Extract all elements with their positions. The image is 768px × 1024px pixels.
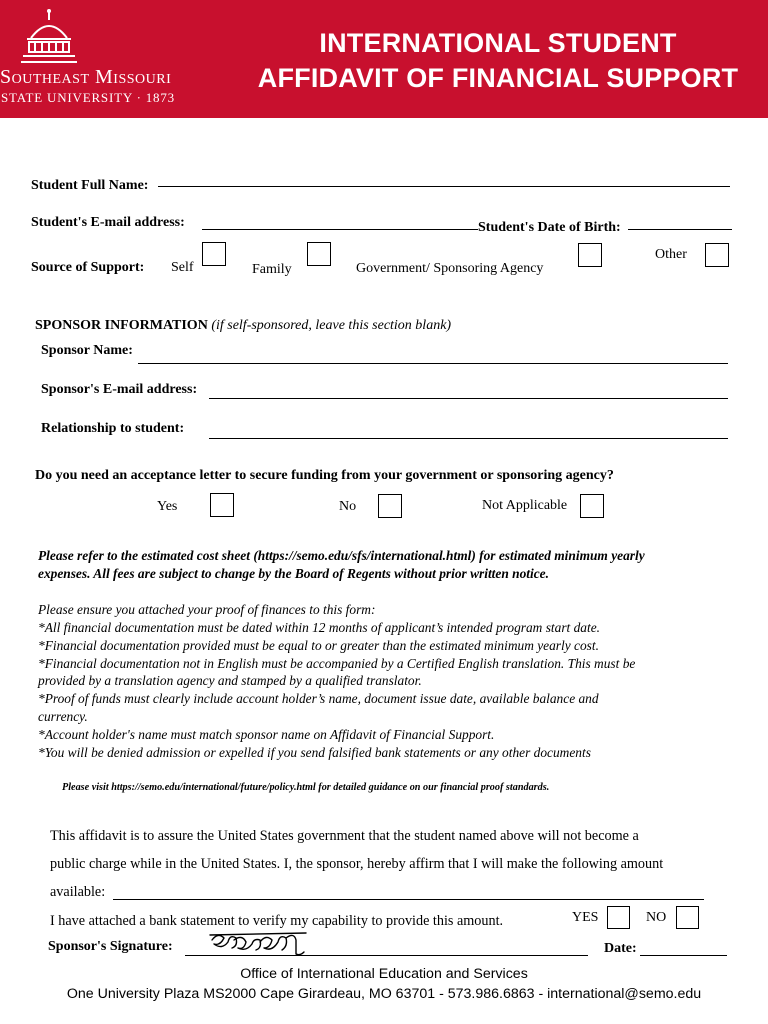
sponsor-section-heading <box>35 318 451 334</box>
bank-yes-label: YES <box>572 910 599 925</box>
instruction-line: *You will be denied admission or expelled if you send falsified bank statements or any other documents <box>38 745 591 760</box>
acceptance-na-checkbox[interactable] <box>580 494 604 518</box>
instruction-line: provided by a translation agency and stamped by a qualified translator. <box>38 673 422 688</box>
source-of-support-label: Source of Support: <box>31 260 145 275</box>
support-family-checkbox[interactable] <box>307 242 331 266</box>
acceptance-no-label: No <box>339 499 357 514</box>
instruction-line: *Account holder's name must match sponsor name on Affidavit of Financial Support. <box>38 727 495 742</box>
cost-sheet-notice-line2: expenses. All fees are subject to change by the Board of Regents without prior written notice. <box>38 566 549 581</box>
affidavit-line1: This affidavit is to assure the United States government that the student named above will not become a <box>50 828 639 844</box>
support-government-label: Government/ Sponsoring Agency <box>356 261 544 276</box>
acceptance-question: Do you need an acceptance letter to secure funding from your government or sponsoring agency? <box>35 468 614 483</box>
relationship-field[interactable] <box>209 438 728 439</box>
bank-no-checkbox[interactable] <box>676 906 699 929</box>
student-full-name-field[interactable] <box>158 186 730 187</box>
university-name: Southeast Missouri <box>0 66 172 88</box>
acceptance-yes-label: Yes <box>157 499 178 514</box>
sponsor-name-label: Sponsor Name: <box>41 343 133 358</box>
cost-sheet-notice-line1: Please refer to the estimated cost sheet (https://semo.edu/sfs/international.html) for estimated minimum yearly <box>38 548 645 563</box>
sponsor-signature-label: Sponsor's Signature: <box>48 939 173 954</box>
academic-hall-dome-icon <box>19 8 79 68</box>
support-self-label: Self <box>171 260 194 275</box>
instruction-line: currency. <box>38 709 88 724</box>
sponsor-email-field[interactable] <box>209 398 728 399</box>
support-government-checkbox[interactable] <box>578 243 602 267</box>
form-title-line2: AFFIDAVIT OF FINANCIAL SUPPORT <box>257 63 739 93</box>
instruction-line: Please ensure you attached your proof of finances to this form: <box>38 602 376 617</box>
student-full-name-label: Student Full Name: <box>31 178 149 193</box>
bank-yes-checkbox[interactable] <box>607 906 630 929</box>
acceptance-na-label: Not Applicable <box>482 498 568 513</box>
support-family-label: Family <box>252 262 292 277</box>
acceptance-yes-checkbox[interactable] <box>210 493 234 517</box>
date-label: Date: <box>604 941 637 956</box>
sponsor-heading-note: (if self-sponsored, leave this section blank) <box>211 318 452 333</box>
sponsor-email-label: Sponsor's E-mail address: <box>41 382 198 397</box>
student-dob-field[interactable] <box>628 229 732 230</box>
instruction-line: *All financial documentation must be dated within 12 months of applicant’s intended program start date. <box>38 620 601 635</box>
support-other-checkbox[interactable] <box>705 243 729 267</box>
university-subtitle: STATE UNIVERSITY · 1873 <box>1 90 175 105</box>
instruction-line: *Proof of funds must clearly include account holder’s name, document issue date, available balance and <box>38 691 599 706</box>
student-email-label: Student's E-mail address: <box>31 215 185 230</box>
bank-no-label: NO <box>646 910 667 925</box>
available-amount-field[interactable] <box>113 899 704 900</box>
university-logo <box>0 8 236 108</box>
instruction-line: *Financial documentation provided must be equal to or greater than the estimated minimum yearly cost. <box>38 638 599 653</box>
support-self-checkbox[interactable] <box>202 242 226 266</box>
bank-statement-text: I have attached a bank statement to verify my capability to provide this amount. <box>50 913 504 929</box>
header-banner <box>0 0 768 118</box>
guidance-note: Please visit https://semo.edu/international/future/policy.html for detailed guidance on our financial proof standards. <box>62 782 550 793</box>
footer-office: Office of International Education and Services <box>240 966 528 982</box>
date-field[interactable] <box>640 955 727 956</box>
acceptance-no-checkbox[interactable] <box>378 494 402 518</box>
sponsor-name-field[interactable] <box>138 363 728 364</box>
support-other-label: Other <box>655 247 687 262</box>
student-dob-label: Student's Date of Birth: <box>478 220 621 235</box>
affidavit-line2: public charge while in the United States. I, the sponsor, hereby affirm that I will make the following amount <box>50 856 664 872</box>
student-email-field[interactable] <box>202 229 478 230</box>
sponsor-heading-text: SPONSOR INFORMATION <box>35 318 208 333</box>
footer-address: One University Plaza MS2000 Cape Girardeau, MO 63701 - 573.986.6863 - international@semo.edu <box>66 986 702 1002</box>
available-amount-label: available: <box>50 884 106 900</box>
form-title-line1: INTERNATIONAL STUDENT <box>319 28 677 58</box>
relationship-label: Relationship to student: <box>41 421 185 436</box>
instruction-line: *Financial documentation not in English must be accompanied by a Certified English translation. This must be <box>38 656 636 671</box>
sponsor-signature-field[interactable] <box>185 955 588 956</box>
